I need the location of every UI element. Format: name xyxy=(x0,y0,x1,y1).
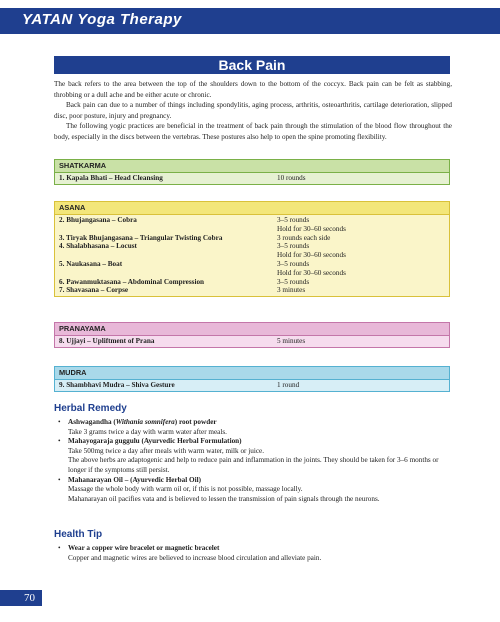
shatkarma-heading: SHATKARMA xyxy=(54,159,450,172)
practice-dose: Hold for 30–60 seconds xyxy=(277,251,346,260)
list-item-text: Take 3 grams twice a day with warm water after meals. xyxy=(68,427,227,436)
practice-name: 3. Tiryak Bhujangasana – Triangular Twisting Cobra xyxy=(59,233,223,242)
pranayama-section xyxy=(54,322,450,348)
practice-dose: 3 rounds each side xyxy=(277,233,331,242)
practice-row xyxy=(55,234,449,243)
practice-name: 4. Shalabhasana – Locust xyxy=(59,242,137,251)
health-tip-list xyxy=(54,544,454,563)
herbal-remedy-heading: Herbal Remedy xyxy=(54,403,127,414)
practice-dose: 10 rounds xyxy=(277,174,306,182)
practice-dose: 3–5 rounds xyxy=(277,242,310,251)
practice-name: 2. Bhujangasana – Cobra xyxy=(59,216,137,224)
list-item-text: Copper and magnetic wires are believed to increase blood circulation and alleviate pain. xyxy=(68,553,322,562)
mudra-rows xyxy=(54,379,450,392)
practice-name: 5. Naukasana – Boat xyxy=(59,259,123,268)
intro-paragraph: The following yogic practices are beneficial in the treatment of back pain through the stimulation of the blood flow throughout the body, especially in the discs between the vertebras. These postures also help to open the spine promoting flexibility. xyxy=(54,122,452,141)
mudra-section xyxy=(54,366,450,392)
practice-dose: 3–5 rounds xyxy=(277,216,310,224)
practice-row xyxy=(55,269,449,278)
mudra-heading: MUDRA xyxy=(54,366,450,379)
practice-dose: Hold for 30–60 seconds xyxy=(277,268,346,277)
list-item-title: Wear a copper wire bracelet or magnetic bracelet xyxy=(68,544,220,552)
pranayama-heading: PRANAYAMA xyxy=(54,322,450,335)
list-item xyxy=(54,476,454,505)
practice-row xyxy=(55,337,449,346)
practice-name: 9. Shambhavi Mudra – Shiva Gesture xyxy=(59,381,175,389)
intro-paragraph: Back pain can due to a number of things including spondylitis, aging process, arthritis, osteoarthritis, cartilage deterioration, slipped disc, poor posture, injury and pregnancy. xyxy=(54,101,452,120)
list-item-title: Mahayogaraja guggulu (Ayurvedic Herbal Formulation) xyxy=(68,437,242,446)
running-header-title: YATAN Yoga Therapy xyxy=(22,11,182,28)
list-item-title: Mahanarayan Oil – (Ayurvedic Herbal Oil) xyxy=(68,475,202,484)
practice-dose: 1 round xyxy=(277,381,300,389)
page-number-box xyxy=(0,590,42,606)
practice-dose: 3–5 rounds xyxy=(277,277,310,286)
running-header xyxy=(0,8,500,34)
bullet-icon: • xyxy=(58,418,61,426)
practice-dose: Hold for 30–60 seconds xyxy=(277,224,346,233)
list-item-text: Mahanarayan oil pacifies vata and is believed to lessen the transmission of pain signals through the neurons. xyxy=(68,494,380,503)
list-item-text: Take 500mg twice a day after meals with warm water, milk or juice. xyxy=(68,446,264,455)
practice-row xyxy=(55,216,449,225)
practice-row xyxy=(55,381,449,390)
bullet-icon: • xyxy=(58,437,61,446)
practice-row xyxy=(55,251,449,260)
practice-name: 1. Kapala Bhati – Head Cleansing xyxy=(59,174,163,182)
page-title: Back Pain xyxy=(218,57,286,73)
list-item-title: Ashwagandha (Withania somnifera) root powder xyxy=(68,418,217,426)
pranayama-rows xyxy=(54,335,450,348)
page-title-bar xyxy=(54,56,450,74)
asana-section xyxy=(54,201,450,297)
practice-row xyxy=(55,242,449,251)
practice-name xyxy=(55,225,277,234)
practice-name xyxy=(55,269,277,278)
practice-name xyxy=(55,251,277,260)
practice-name: 6. Pawanmuktasana – Abdominal Compression xyxy=(59,277,205,286)
practice-dose: 3–5 rounds xyxy=(277,259,310,268)
practice-row xyxy=(55,225,449,234)
list-item-text: The above herbs are adaptogenic and help to reduce pain and inflammation in the joints. They should be taken for 3–6 months or longer if the symptoms still persist. xyxy=(68,456,439,474)
practice-row xyxy=(55,278,449,287)
practice-dose: 5 minutes xyxy=(277,337,306,345)
list-item xyxy=(54,544,454,563)
list-item xyxy=(54,418,454,437)
asana-heading: ASANA xyxy=(54,201,450,214)
practice-row xyxy=(55,286,449,295)
list-item xyxy=(54,437,454,475)
intro-text xyxy=(54,79,452,143)
list-item-text: Massage the whole body with warm oil or, if this is not possible, massage locally. xyxy=(68,485,303,494)
practice-row xyxy=(55,174,449,183)
asana-rows xyxy=(54,214,450,297)
practice-name: 7. Shavasana – Corpse xyxy=(59,286,129,295)
shatkarma-section xyxy=(54,159,450,185)
page-number: 70 xyxy=(24,592,35,604)
practice-row xyxy=(55,260,449,269)
shatkarma-rows xyxy=(54,172,450,185)
practice-name: 8. Ujjayi – Upliftment of Prana xyxy=(59,337,155,345)
intro-paragraph: The back refers to the area between the top of the shoulders down to the bottom of the coccyx. Back pain can be felt as stabbing, throbbing or a dull ache and be either acute or chronic. xyxy=(54,80,452,99)
health-tip-heading: Health Tip xyxy=(54,529,103,540)
bullet-icon: • xyxy=(58,544,61,552)
practice-dose: 3 minutes xyxy=(277,286,306,295)
herbal-remedy-list xyxy=(54,418,454,504)
bullet-icon: • xyxy=(58,475,61,484)
